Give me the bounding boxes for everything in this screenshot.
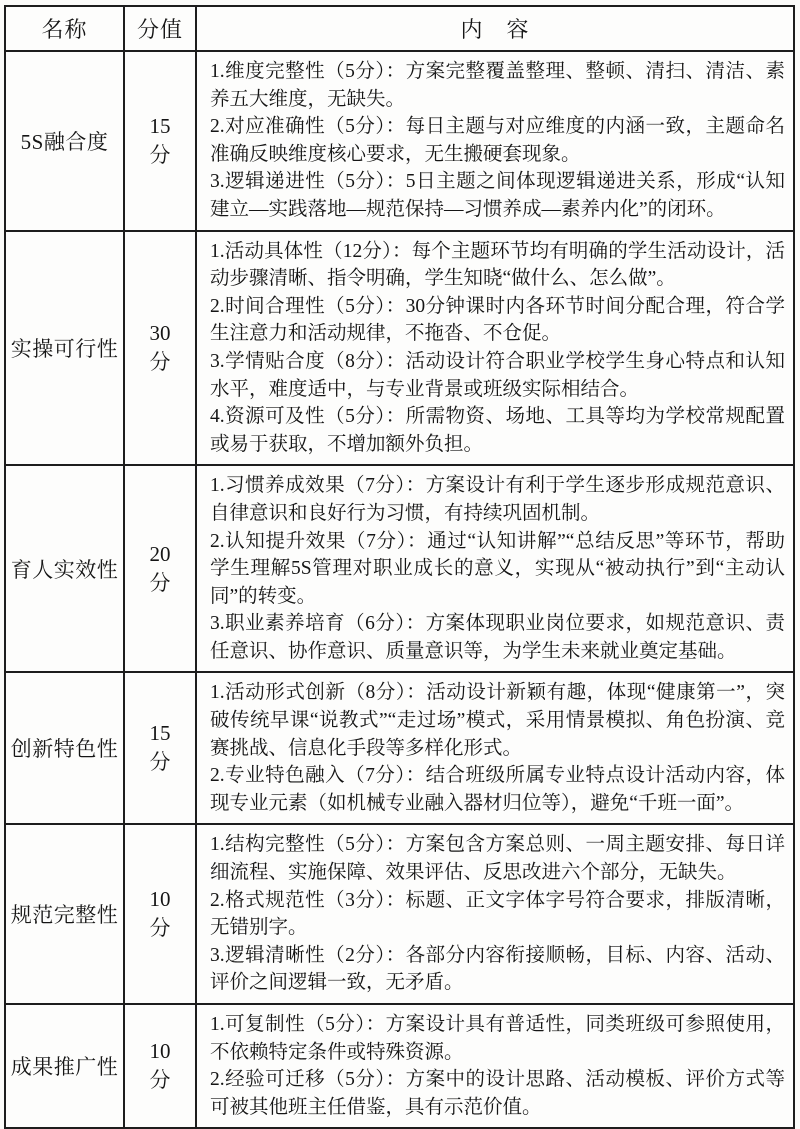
score-value: 15 [149,113,171,138]
criterion-score [124,1004,196,1128]
score-unit: 分 [149,349,171,374]
criterion-item: 3.学情贴合度（8分）：活动设计符合职业学校学生身心特点和认知水平，难度适中，与专业背景或班级实际相结合。 [210,350,785,400]
score-unit: 分 [149,1068,171,1093]
criterion-name: 5S融合度 [5,51,124,231]
table-row-standard-completeness [5,824,794,1004]
score-value: 20 [149,541,171,566]
score-value: 15 [149,721,171,746]
criterion-item: 2.对应准确性（5分）：每日主题与对应维度的内涵一致，主题命名准确反映维度核心要求，无生搬硬套现象。 [210,116,785,165]
criterion-score [124,672,196,824]
criterion-item: 1.活动形式创新（8分）：活动设计新颖有趣，体现“健康第一”，突破传统早课“说教式”“走过场”模式，采用情景模拟、角色扮演、竞赛挑战、信息化手段等多样化形式。 [210,682,785,759]
score-unit: 分 [149,750,171,775]
criterion-content [196,824,794,1004]
criterion-name: 育人实效性 [5,465,124,672]
criterion-content [196,231,794,466]
score-value: 10 [149,1039,171,1064]
table-row-practical-feasibility [5,231,794,466]
criterion-score [124,465,196,672]
table-row-5s-integration [5,51,794,231]
criterion-item: 2.时间合理性（5分）：30分钟课时内各环节时间分配合理，符合学生注意力和活动规律，不拖沓、不仓促。 [210,295,785,345]
criterion-score [124,51,196,231]
criterion-item: 2.认知提升效果（7分）：通过“认知讲解”“总结反思”等环节，帮助学生理解5S管理对职业成长的意义，实现从“被动执行”到“主动认同”的转变。 [210,530,785,607]
criterion-name: 创新特色性 [5,672,124,824]
criterion-score [124,231,196,466]
score-value: 10 [149,887,171,912]
scanned-document-page [4,5,793,1129]
criterion-name: 规范完整性 [5,824,124,1004]
header-content-column: 内 容 [196,6,794,51]
score-unit: 分 [149,916,171,941]
criterion-content [196,1004,794,1128]
criterion-content [196,51,794,231]
criterion-item: 4.资源可及性（5分）：所需物资、场地、工具等均为学校常规配置或易于获取，不增加额外负担。 [210,406,785,455]
table-row-innovation-features [5,672,794,824]
criterion-name: 实操可行性 [5,231,124,466]
table-row-educational-effectiveness [5,465,794,672]
criterion-name: 成果推广性 [5,1004,124,1128]
criterion-item: 1.结构完整性（5分）：方案包含方案总则、一周主题安排、每日详细流程、实施保障、效果评估、反思改进六个部分，无缺失。 [210,834,785,884]
header-score-column: 分值 [124,6,196,51]
criterion-item: 3.逻辑清晰性（2分）：各部分内容衔接顺畅，目标、内容、活动、评价之间逻辑一致，无矛盾。 [210,944,785,994]
criterion-item: 2.格式规范性（3分）：标题、正文字体字号符合要求，排版清晰，无错别字。 [210,889,785,939]
criterion-score [124,824,196,1004]
criterion-content [196,465,794,672]
criterion-item: 1.维度完整性（5分）：方案完整覆盖整理、整顿、清扫、清洁、素养五大维度，无缺失。 [210,61,785,110]
criterion-item: 3.逻辑递进性（5分）：5日主题之间体现逻辑递进关系，形成“认知建立—实践落地—规范保持—习惯养成—素养内化”的闭环。 [210,171,785,220]
criterion-item: 1.活动具体性（12分）：每个主题环节均有明确的学生活动设计，活动步骤清晰、指令明确，学生知晓“做什么、怎么做”。 [210,240,785,290]
criterion-item: 1.习惯养成效果（7分）：方案设计有利于学生逐步形成规范意识、自律意识和良好行为习惯，有持续巩固机制。 [210,475,785,524]
criterion-item: 1.可复制性（5分）：方案设计具有普适性，同类班级可参照使用，不依赖特定条件或特殊资源。 [210,1014,785,1063]
table-row-result-promotability [5,1004,794,1128]
criterion-content [196,672,794,824]
score-unit: 分 [149,570,171,595]
table-header-row [5,6,794,51]
score-value: 30 [149,320,171,345]
header-name-column: 名称 [5,6,124,51]
criterion-item: 2.经验可迁移（5分）：方案中的设计思路、活动模板、评价方式等可被其他班主任借鉴，具有示范价值。 [210,1069,785,1118]
criterion-item: 3.职业素养培育（6分）：方案体现职业岗位要求，如规范意识、责任意识、协作意识、质量意识等，为学生未来就业奠定基础。 [210,613,785,662]
criterion-item: 2.专业特色融入（7分）：结合班级所属专业特点设计活动内容，体现专业元素（如机械专业融入器材归位等），避免“千班一面”。 [210,765,785,814]
scoring-rubric-table [4,5,795,1129]
score-unit: 分 [149,142,171,167]
